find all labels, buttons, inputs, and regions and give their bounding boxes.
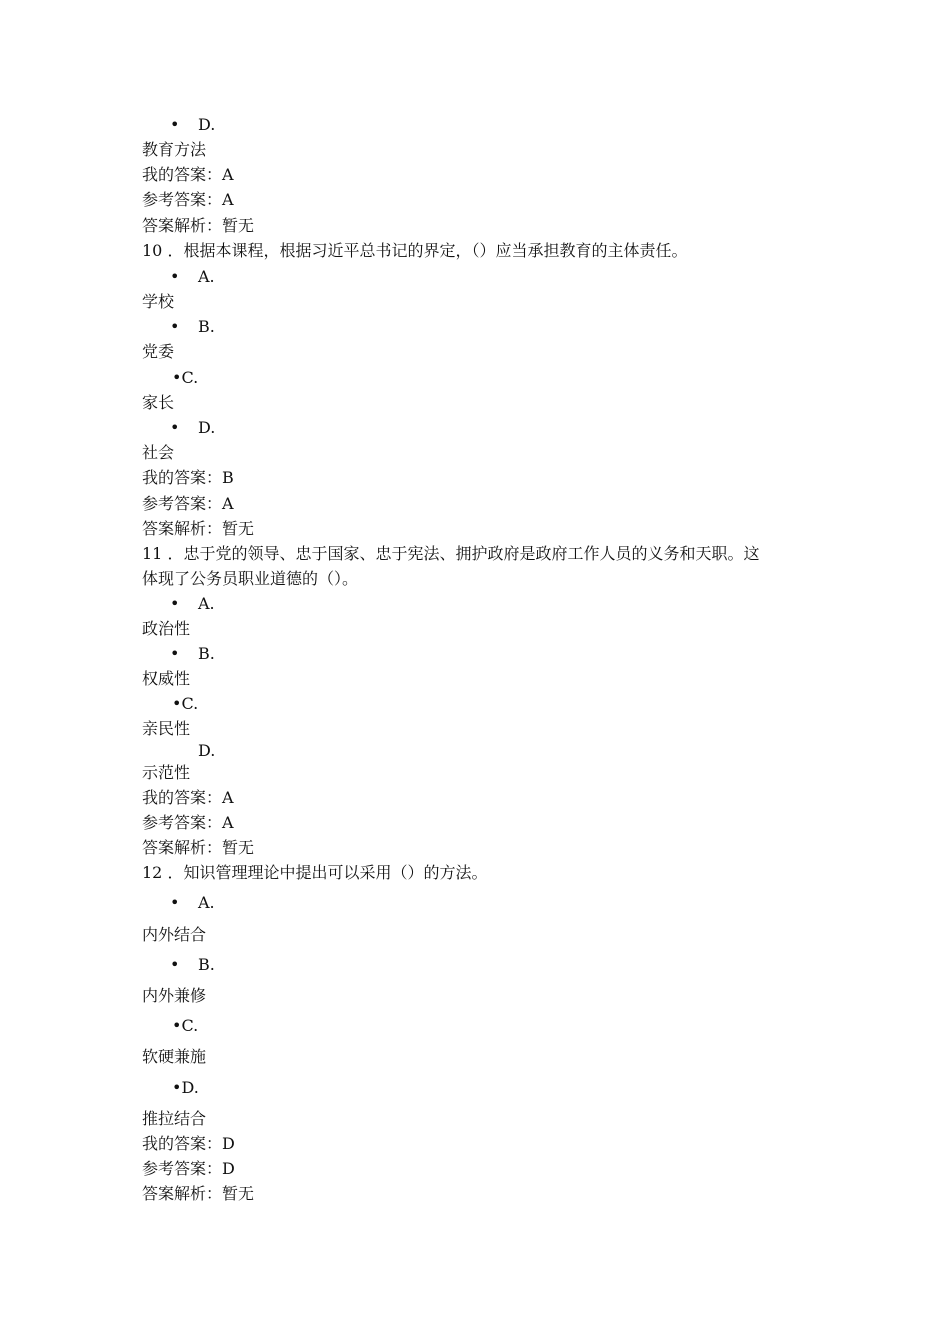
bullet: • — [172, 1016, 182, 1035]
question-11: 11 ．忠于党的领导、忠于国家、忠于宪法、拥护政府是政府工作人员的义务和天职。这 — [142, 544, 760, 563]
option-row — [172, 366, 198, 390]
option-letter: C. — [181, 1016, 199, 1035]
reference-answer: 参考答案：A — [142, 190, 234, 209]
option-text: 内外兼修 — [142, 986, 207, 1005]
reference-answer: 参考答案：A — [142, 813, 234, 832]
option-row — [170, 891, 215, 915]
my-answer: 我的答案：D — [142, 1134, 235, 1153]
reference-answer: 参考答案：A — [142, 494, 234, 513]
option-letter: A. — [198, 267, 215, 286]
option-row — [170, 315, 215, 339]
option-letter: B. — [198, 955, 215, 974]
option-row — [170, 953, 215, 977]
question-11-continued: 体现了公务员职业道德的（）。 — [142, 569, 359, 588]
answer-analysis: 答案解析：暂无 — [142, 838, 255, 857]
bullet: • — [170, 955, 180, 974]
option-letter: B. — [198, 644, 215, 663]
answer-analysis: 答案解析：暂无 — [142, 519, 255, 538]
option-text: 示范性 — [142, 763, 191, 782]
option-letter: D. — [198, 418, 216, 437]
option-text: 软硬兼施 — [142, 1047, 207, 1066]
bullet: • — [170, 893, 180, 912]
option-letter: D. — [198, 115, 216, 134]
bullet: • — [170, 418, 180, 437]
option-letter: A. — [198, 594, 215, 613]
option-letter: D. — [181, 1078, 199, 1097]
option-letter: D. — [198, 741, 216, 760]
option-text: 社会 — [142, 443, 175, 462]
option-letter: A. — [198, 893, 215, 912]
option-text: 党委 — [142, 342, 175, 361]
bullet: • — [170, 267, 180, 286]
my-answer: 我的答案：A — [142, 788, 234, 807]
option-text: 亲民性 — [142, 719, 191, 738]
option-row — [170, 592, 215, 616]
reference-answer: 参考答案：D — [142, 1159, 235, 1178]
option-row — [170, 416, 215, 440]
bullet: • — [170, 644, 180, 663]
option-text: 学校 — [142, 292, 175, 311]
bullet: • — [172, 694, 182, 713]
option-text: 政治性 — [142, 619, 191, 638]
option-row — [172, 1014, 198, 1038]
option-letter: C. — [181, 368, 199, 387]
question-12: 12 ．知识管理理论中提出可以采用（）的方法。 — [142, 863, 488, 882]
option-row — [170, 113, 215, 137]
my-answer: 我的答案：A — [142, 165, 234, 184]
bullet: • — [170, 115, 180, 134]
option-row — [172, 692, 198, 716]
option-row — [172, 1076, 199, 1100]
option-text: 内外结合 — [142, 925, 207, 944]
option-letter: C. — [181, 694, 199, 713]
bullet: • — [172, 368, 182, 387]
question-10: 10 ．根据本课程，根据习近平总书记的界定，（）应当承担教育的主体责任。 — [142, 241, 688, 260]
option-text: 推拉结合 — [142, 1109, 207, 1128]
bullet: • — [170, 594, 180, 613]
my-answer: 我的答案：B — [142, 468, 234, 487]
option-text: 教育方法 — [142, 140, 207, 159]
answer-analysis: 答案解析：暂无 — [142, 216, 255, 235]
option-row — [170, 739, 215, 763]
bullet: • — [172, 1078, 182, 1097]
option-text: 家长 — [142, 393, 175, 412]
bullet: • — [170, 317, 180, 336]
option-row — [170, 265, 215, 289]
option-text: 权威性 — [142, 669, 191, 688]
answer-analysis: 答案解析：暂无 — [142, 1184, 255, 1203]
option-letter: B. — [198, 317, 215, 336]
option-row — [170, 642, 215, 666]
